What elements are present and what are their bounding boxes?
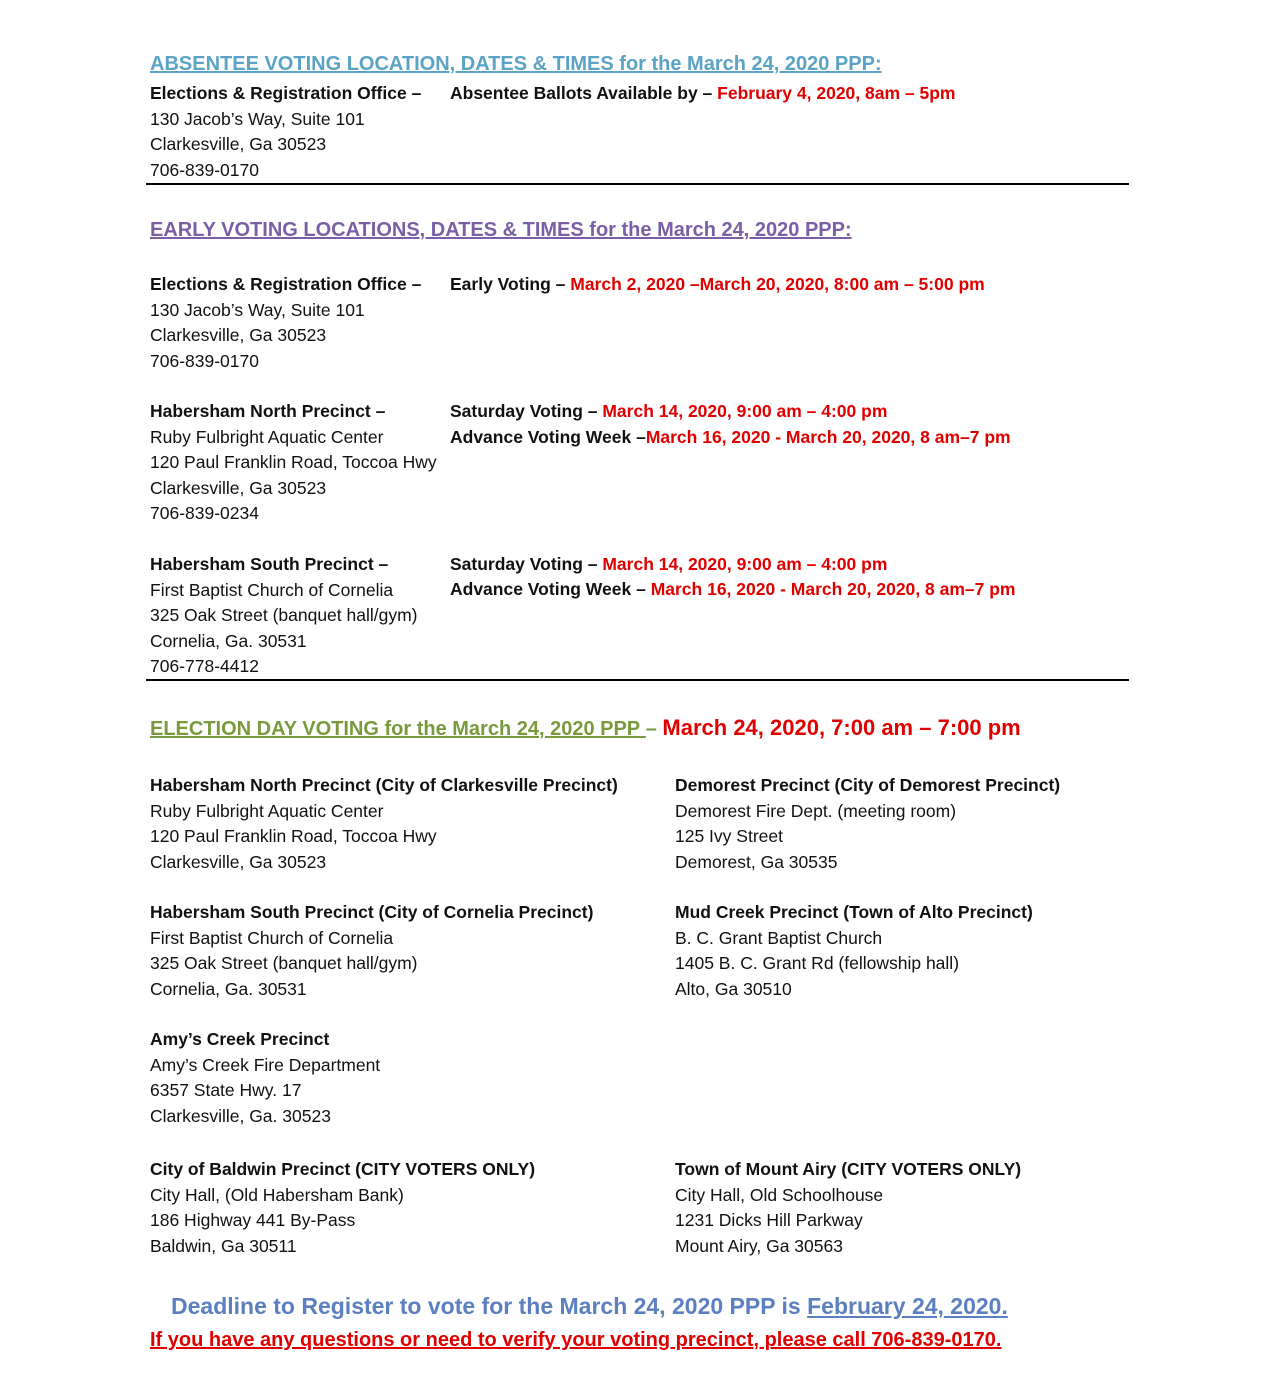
north-line2: 120 Paul Franklin Road, Toccoa Hwy [150,452,437,472]
precinct-line1: First Baptist Church of Cornelia [150,927,394,948]
office-address1: 130 Jacob’s Way, Suite 101 [150,108,365,129]
early-office-name: Elections & Registration Office – [150,274,422,294]
precinct-line1: B. C. Grant Baptist Church [675,927,883,948]
precinct-line3: Mount Airy, Ga 30563 [675,1235,843,1256]
precinct-line2: 186 Highway 441 By-Pass [150,1210,356,1230]
precinct-line2: 125 Ivy Street [675,826,783,846]
precinct-line1: Ruby Fulbright Aquatic Center [150,800,384,821]
early-south-block [150,552,418,680]
absentee-availability [450,81,955,107]
section-divider [146,183,1129,185]
precinct-line3: Alto, Ga 30510 [675,978,792,999]
north-adv-dates: March 16, 2020 - March 20, 2020, 8 am–7 pm [645,427,1011,447]
south-advance-line [450,577,1015,603]
precinct-block [150,900,593,1002]
registration-deadline [171,1291,1008,1321]
precinct-name: City of Baldwin Precinct (CITY VOTERS ONLY) [150,1159,536,1179]
north-sat-dates: March 14, 2020, 9:00 am – 4:00 pm [602,401,888,421]
north-advance-line [450,425,1011,451]
precinct-block [675,1157,1021,1259]
absentee-heading: ABSENTEE VOTING LOCATION, DATES & TIMES for the March 24, 2020 PPP: [150,53,882,75]
south-precinct-name: Habersham South Precinct – [150,554,389,574]
north-line3: Clarkesville, Ga 30523 [150,477,327,498]
office-name: Elections & Registration Office – [150,83,422,103]
precinct-line2: 120 Paul Franklin Road, Toccoa Hwy [150,826,437,846]
precinct-name: Amy’s Creek Precinct [150,1029,330,1049]
absentee-label: Absentee Ballots Available by – [450,83,713,103]
north-phone: 706-839-0234 [150,503,259,523]
precinct-block [150,1157,535,1259]
precinct-line3: Cornelia, Ga. 30531 [150,978,307,999]
early-heading: EARLY VOTING LOCATIONS, DATES & TIMES for the March 24, 2020 PPP: [150,219,852,241]
early-north-block [150,399,437,527]
early-office-dates-line [450,272,985,298]
south-sat-label: Saturday Voting – [450,554,598,574]
south-line3: Cornelia, Ga. 30531 [150,630,307,651]
north-line1: Ruby Fulbright Aquatic Center [150,426,384,447]
election-day-heading-line [150,715,1021,743]
precinct-name: Habersham North Precinct (City of Clarkesville Precinct) [150,775,618,795]
early-office-address1: 130 Jacob’s Way, Suite 101 [150,299,365,320]
precinct-line2: 1231 Dicks Hill Parkway [675,1210,863,1230]
precinct-line1: Amy’s Creek Fire Department [150,1054,381,1075]
north-saturday-line [450,399,887,425]
election-day-heading: ELECTION DAY VOTING for the March 24, 2020 PPP [150,718,641,740]
south-phone: 706-778-4412 [150,656,259,676]
early-office-phone: 706-839-0170 [150,350,259,371]
precinct-block [675,900,1033,1002]
north-precinct-name: Habersham North Precinct – [150,401,386,421]
early-office-address2: Clarkesville, Ga 30523 [150,325,327,345]
precinct-line1: City Hall, (Old Habersham Bank) [150,1184,404,1205]
precinct-line3: Demorest, Ga 30535 [675,851,838,872]
early-voting-label: Early Voting – [450,274,566,294]
precinct-line1: City Hall, Old Schoolhouse [675,1184,884,1205]
deadline-date: February 24, 2020. [807,1293,1008,1319]
office-phone: 706-839-0170 [150,159,259,180]
precinct-name: Demorest Precinct (City of Demorest Precinct) [675,775,1061,795]
precinct-line2: 6357 State Hwy. 17 [150,1080,302,1100]
deadline-text: Deadline to Register to vote for the March 24, 2020 PPP is [171,1293,801,1319]
election-day-dash: – [645,718,657,740]
precinct-name: Mud Creek Precinct (Town of Alto Precinct) [675,902,1033,922]
precinct-block [675,773,1060,875]
precinct-block [150,773,618,875]
precinct-line3: Clarkesville, Ga 30523 [150,851,327,872]
south-adv-dates: March 16, 2020 - March 20, 2020, 8 am–7 pm [650,579,1016,599]
election-day-date: March 24, 2020, 7:00 am – 7:00 pm [662,715,1021,740]
precinct-line2: 325 Oak Street (banquet hall/gym) [150,953,418,973]
south-line2: 325 Oak Street (banquet hall/gym) [150,605,418,625]
north-sat-label: Saturday Voting – [450,401,598,421]
north-adv-label: Advance Voting Week – [450,427,646,447]
precinct-line1: Demorest Fire Dept. (meeting room) [675,800,957,821]
precinct-line3: Baldwin, Ga 30511 [150,1235,297,1256]
precinct-line3: Clarkesville, Ga. 30523 [150,1105,331,1126]
precinct-name: Habersham South Precinct (City of Cornelia Precinct) [150,902,594,922]
precinct-line2: 1405 B. C. Grant Rd (fellowship hall) [675,953,960,973]
south-adv-label: Advance Voting Week – [450,579,646,599]
absentee-dates: February 4, 2020, 8am – 5pm [717,83,956,103]
south-saturday-line [450,552,887,578]
absentee-office-block [150,81,421,183]
precinct-name: Town of Mount Airy (CITY VOTERS ONLY) [675,1159,1022,1179]
section-divider [146,679,1129,681]
south-sat-dates: March 14, 2020, 9:00 am – 4:00 pm [602,554,888,574]
south-line1: First Baptist Church of Cornelia [150,579,394,600]
questions-notice: If you have any questions or need to verify your voting precinct, please call 706-839-0170. [150,1329,1002,1351]
early-voting-dates: March 2, 2020 –March 20, 2020, 8:00 am – 5:00 pm [570,274,985,294]
precinct-block [150,1027,380,1129]
early-office-block [150,272,421,374]
office-address2: Clarkesville, Ga 30523 [150,134,327,154]
